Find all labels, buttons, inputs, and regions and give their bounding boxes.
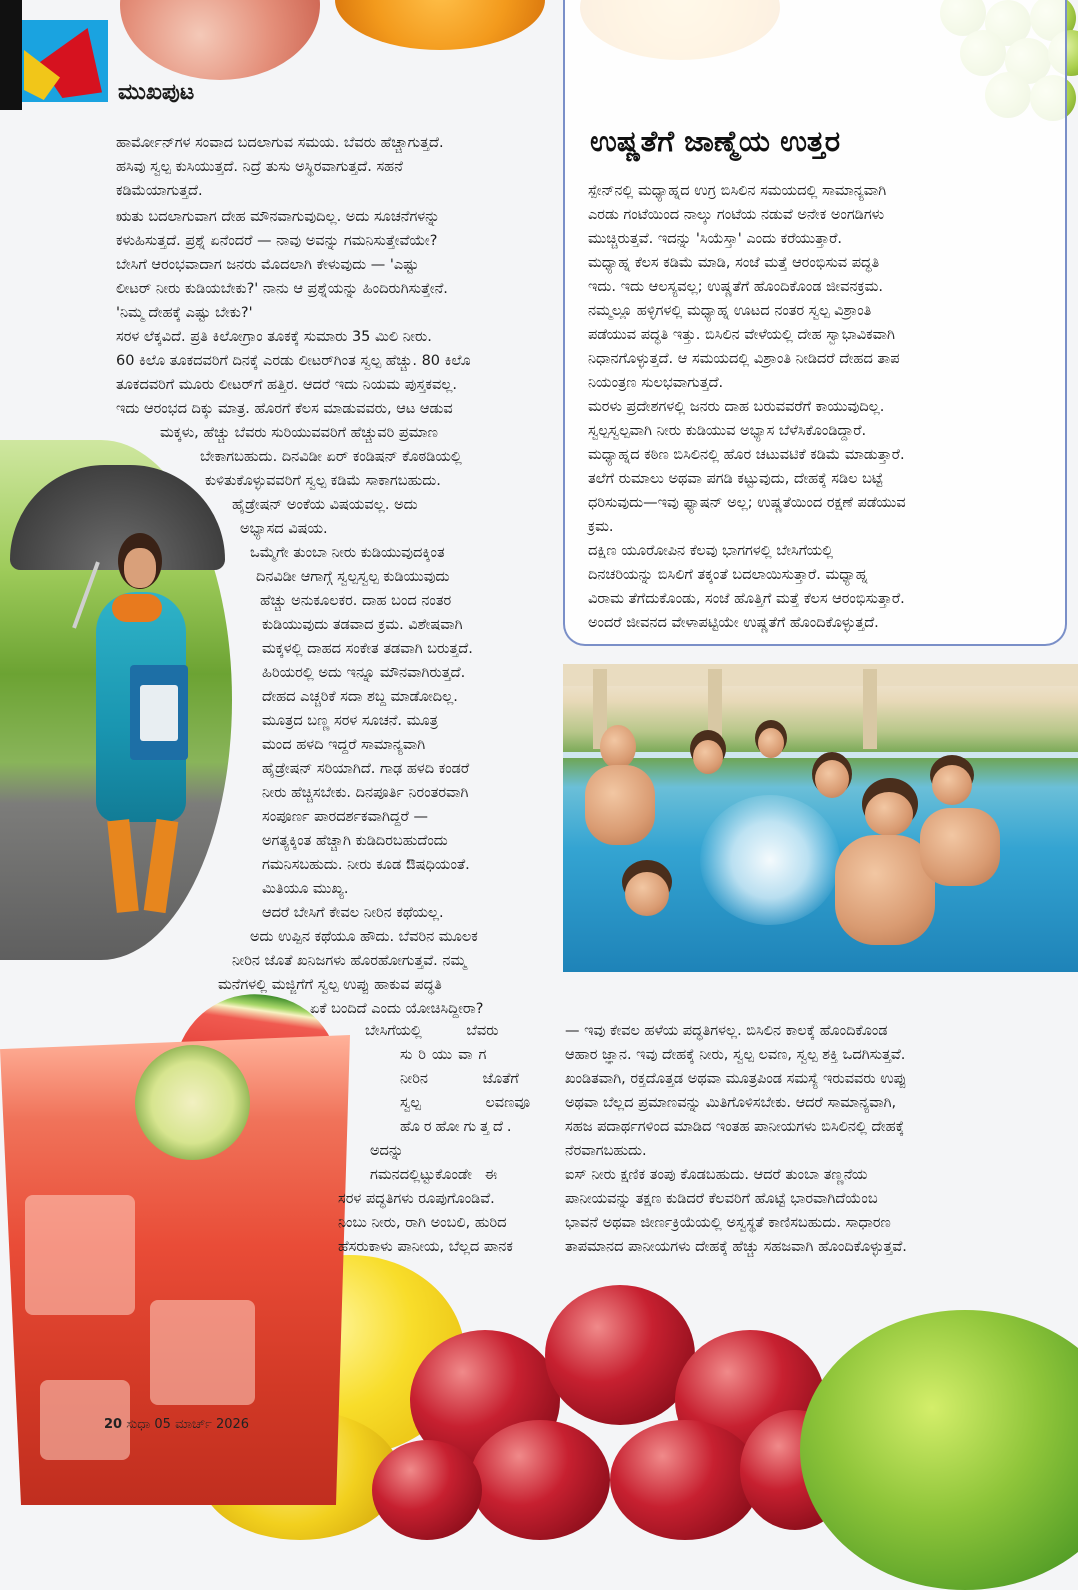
article-line: ದೇಹದ ಎಚ್ಚರಿಕೆ ಸದಾ ಶಬ್ದ ಮಾಡೋದಿಲ್ಲ. [262,689,458,705]
article-line: ಸರಳ ಲೆಕ್ಕವಿದೆ. ಪ್ರತಿ ಕಿಲೋಗ್ರಾಂ ತೂಕಕ್ಕೆ ಸುಮಾರು 35 ಮಿಲಿ ನೀರು. [116,329,432,345]
article-line: ಸಹಜ ಪದಾರ್ಥಗಳಿಂದ ಮಾಡಿದ ಇಂತಹ ಪಾನೀಯಗಳು ಬಿಸಿಲಿನಲ್ಲಿ ದೇಹಕ್ಕೆ [565,1119,905,1135]
article-line: ಒಮ್ಮೆಗೇ ತುಂಬಾ ನೀರು ಕುಡಿಯುವುದಕ್ಕಿಂತ [250,545,445,561]
article-line: ಬೇಸಿಗೆ ಆರಂಭವಾದಾಗ ಜನರು ಮೊದಲಾಗಿ ಕೇಳುವುದು — 'ಎಷ್ಟು [116,257,419,273]
sidebar-line: ಮಧ್ಯಾಹ್ನದ ಕಠಿಣ ಬಿಸಿಲಿನಲ್ಲಿ ಹೊರ ಚಟುವಟಿಕೆ ಕಡಿಮೆ ಮಾಡುತ್ತಾರೆ. [588,447,905,463]
article-line: ಮನೆಗಳಲ್ಲಿ ಮಜ್ಜಿಗೆಗೆ ಸ್ವಲ್ಪ ಉಪ್ಪು ಹಾಕುವ ಪದ್ಧತಿ [218,977,442,993]
article-line: ಕುಡಿಯುವುದು ತಡವಾದ ಕ್ರಮ. ವಿಶೇಷವಾಗಿ [262,617,463,633]
sidebar-line: ಅಂದರೆ ಜೀವನದ ವೇಳಾಪಟ್ಟಿಯೇ ಉಷ್ಣತೆಗೆ ಹೊಂದಿಕೊಳ್ಳುತ್ತದೆ. [588,615,879,631]
sidebar-line: ಸ್ವಲ್ಪಸ್ವಲ್ಪವಾಗಿ ನೀರು ಕುಡಿಯುವ ಅಭ್ಯಾಸ ಬೆಳೆಸಿಕೊಂಡಿದ್ದಾರೆ. [588,423,867,439]
article-line: ಆದರೆ ಬೇಸಿಗೆ ಕೇವಲ ನೀರಿನ ಕಥೆಯಲ್ಲ. [262,905,444,921]
article-line: ಅಥವಾ ಬೆಲ್ಲದ ಪ್ರಮಾಣವನ್ನು ಮಿತಿಗೊಳಿಸಬೇಕು. ಆದರೆ ಸಾಮಾನ್ಯವಾಗಿ, [565,1095,897,1111]
article-line: ಸಂಪೂರ್ಣ ಪಾರದರ್ಶಕವಾಗಿದ್ದರೆ — [262,809,428,825]
sidebar-line: ನಿಧಾನಗೊಳ್ಳುತ್ತದೆ. ಆ ಸಮಯದಲ್ಲಿ ವಿಶ್ರಾಂತಿ ನೀಡಿದರೆ ದೇಹದ ತಾಪ [588,351,900,367]
article-line: ಗಮನದಲ್ಲಿಟ್ಟುಕೊಂಡೇ ಈ [370,1167,498,1183]
article-line: ಮೂತ್ರದ ಬಣ್ಣ ಸರಳ ಸೂಚನೆ. ಮೂತ್ರ [262,713,438,729]
green-apple-photo [800,1310,1078,1590]
page-footer [104,1417,249,1432]
article-line: ಕುಳಿತುಕೊಳ್ಳುವವರಿಗೆ ಸ್ವಲ್ಪ ಕಡಿಮೆ ಸಾಕಾಗಬಹುದು. [205,473,441,489]
article-line: ಕಳುಹಿಸುತ್ತದೆ. ಪ್ರಶ್ನೆ ಏನೆಂದರೆ — ನಾವು ಅವನ್ನು ಗಮನಿಸುತ್ತೇವೆಯೇ? [116,233,438,249]
article-line: ತಾಪಮಾನದ ಪಾನೀಯಗಳು ದೇಹಕ್ಕೆ ಹೆಚ್ಚು ಸಹಜವಾಗಿ ಹೊಂದಿಕೊಳ್ಳುತ್ತವೆ. [565,1239,907,1255]
article-line: ಹಿರಿಯರಲ್ಲಿ ಅದು ಇನ್ನೂ ಮೌನವಾಗಿರುತ್ತದೆ. [262,665,466,681]
article-line: ಮಕ್ಕಳು, ಹೆಚ್ಚು ಬೆವರು ಸುರಿಯುವವರಿಗೆ ಹೆಚ್ಚುವರಿ ಪ್ರಮಾಣ [160,425,438,441]
sidebar-line: ನಮ್ಮಲ್ಲೂ ಹಳ್ಳಿಗಳಲ್ಲಿ ಮಧ್ಯಾಹ್ನ ಊಟದ ನಂತರ ಸ್ವಲ್ಪ ವಿಶ್ರಾಂತಿ [588,303,872,319]
article-line: ಪಾನೀಯವನ್ನು ತಕ್ಷಣ ಕುಡಿದರೆ ಕೆಲವರಿಗೆ ಹೊಟ್ಟೆ ಭಾರವಾಗಿದೆಯೆಂಬ [565,1191,878,1207]
article-line: — ಇವು ಕೇವಲ ಹಳೆಯ ಪದ್ಧತಿಗಳಲ್ಲ. ಬಿಸಿಲಿನ ಕಾಲಕ್ಕೆ ಹೊಂದಿಕೊಂಡ [565,1023,888,1039]
issue-date: 05 ಮಾರ್ಚ್ 2026 [154,1417,250,1432]
article-line: ಸರಳ ಪದ್ಧತಿಗಳು ರೂಪುಗೊಂಡಿವೆ. [338,1191,495,1207]
article-line: 'ನಿಮ್ಮ ದೇಹಕ್ಕೆ ಎಷ್ಟು ಬೇಕು?' [116,305,253,321]
article-line: ನೀರು ಹೆಚ್ಚಿಸಬೇಕು. ದಿನಪೂರ್ತಿ ನಿರಂತರವಾಗಿ [262,785,469,801]
article-line: ಹಸಿವು ಸ್ವಲ್ಪ ಕುಸಿಯುತ್ತದೆ. ನಿದ್ರೆ ತುಸು ಅಸ್ಥಿರವಾಗುತ್ತದೆ. ಸಹನೆ [116,159,403,175]
article-line: ಅಗತ್ಯಕ್ಕಿಂತ ಹೆಚ್ಚಾಗಿ ಕುಡಿದಿರಬಹುದೆಂದು [262,833,448,849]
article-line: ಏಕೆ ಬಂದಿದೆ ಎಂದು ಯೋಚಿಸಿದ್ದೀರಾ? [310,1001,484,1017]
apple-photo-top [120,0,320,80]
sidebar-line: ವಿರಾಮ ತೆಗೆದುಕೊಂಡು, ಸಂಜೆ ಹೊತ್ತಿಗೆ ಮತ್ತೆ ಕೆಲಸ ಆರಂಭಿಸುತ್ತಾರೆ. [588,591,905,607]
article-line: ಅದನ್ನು [370,1143,404,1159]
article-line: ಸುರಿಯುವಾಗ [400,1047,493,1063]
article-line: ಋತು ಬದಲಾಗುವಾಗ ದೇಹ ಮೌನವಾಗುವುದಿಲ್ಲ. ಅದು ಸೂಚನೆಗಳನ್ನು [116,209,440,225]
article-line: ಇದು ಆರಂಭದ ದಿಕ್ಕು ಮಾತ್ರ. ಹೊರಗೆ ಕೆಲಸ ಮಾಡುವವರು, ಆಟ ಆಡುವ [116,401,453,417]
article-line: ಹೈಡ್ರೇಷನ್ ಸರಿಯಾಗಿದೆ. ಗಾಢ ಹಳದಿ ಕಂಡರೆ [262,761,470,777]
sidebar-line: ಪಡೆಯುವ ಪದ್ಧತಿ ಇತ್ತು. ಬಿಸಿಲಿನ ವೇಳೆಯಲ್ಲಿ ದೇಹ ಸ್ವಾಭಾವಿಕವಾಗಿ [588,327,895,343]
sidebar-line: ಕ್ರಮ. [588,519,614,535]
article-line: ತೂಕದವರಿಗೆ ಮೂರು ಲೀಟರ್‌ಗೆ ಹತ್ತಿರ. ಆದರೆ ಇದು ನಿಯಮ ಪುಸ್ತಕವಲ್ಲ. [116,377,457,393]
article-line: ನಿಂಬು ನೀರು, ರಾಗಿ ಅಂಬಲಿ, ಹುರಿದ [338,1215,507,1231]
article-line: ಐಸ್ ನೀರು ಕ್ಷಣಿಕ ತಂಪು ಕೊಡಬಹುದು. ಆದರೆ ತುಂಬಾ ತಣ್ಣನೆಯ [565,1167,868,1183]
article-line: ಮಕ್ಕಳಲ್ಲಿ ದಾಹದ ಸಂಕೇತ ತಡವಾಗಿ ಬರುತ್ತದೆ. [262,641,473,657]
article-line: ಹಾರ್ಮೋನ್‌ಗಳ ಸಂವಾದ ಬದಲಾಗುವ ಸಮಯ. ಬೆವರು ಹೆಚ್ಚಾಗುತ್ತದೆ. [116,135,444,151]
article-line: ಸ್ವಲ್ಪ ಲವಣವೂ [400,1095,531,1111]
sidebar-line: ದಿನಚರಿಯನ್ನು ಬಿಸಿಲಿಗೆ ತಕ್ಕಂತೆ ಬದಲಾಯಿಸುತ್ತಾರೆ. ಮಧ್ಯಾಹ್ನ [588,567,868,583]
article-line: ಖಂಡಿತವಾಗಿ, ರಕ್ತದೊತ್ತಡ ಅಥವಾ ಮೂತ್ರಪಿಂಡ ಸಮಸ್ಯೆ ಇರುವವರು ಉಪ್ಪು [565,1071,907,1087]
publication-name: ಸುಧಾ [126,1417,151,1432]
article-line: ಗಮನಿಸಬಹುದು. ನೀರು ಕೂಡ ಔಷಧಿಯಂತೆ. [262,857,470,873]
article-line: ಮಿತಿಯೂ ಮುಖ್ಯ. [262,881,349,897]
sidebar-line: ಎರಡು ಗಂಟೆಯಿಂದ ನಾಲ್ಕು ಗಂಟೆಯ ನಡುವೆ ಅನೇಕ ಅಂಗಡಿಗಳು [588,207,885,223]
swimmer [600,725,636,769]
article-line: ಬೇಸಿಗೆಯಲ್ಲಿ ಬೆವರು [365,1023,499,1039]
sidebar-title: ಉಷ್ಣತೆಗೆ ಜಾಣ್ಮೆಯ ಉತ್ತರ [590,124,841,158]
article-line: ಮಂದ ಹಳದಿ ಇದ್ದರೆ ಸಾಮಾನ್ಯವಾಗಿ [262,737,426,753]
article-line: ಹೆಸರುಕಾಳು ಪಾನೀಯ, ಬೆಲ್ಲದ ಪಾನಕ [338,1239,513,1255]
article-line: ಹೆಚ್ಚು ಅನುಕೂಲಕರ. ದಾಹ ಬಂದ ನಂತರ [260,593,452,609]
article-line: ನೆರವಾಗಬಹುದು. [565,1143,647,1159]
article-line: ದಿನವಿಡೀ ಆಗಾಗ್ಗೆ ಸ್ವಲ್ಪಸ್ವಲ್ಪ ಕುಡಿಯುವುದು [256,569,450,585]
article-line: ಭಾವನೆ ಅಥವಾ ಜೀರ್ಣಕ್ರಿಯೆಯಲ್ಲಿ ಅಸ್ವಸ್ಥತೆ ಕಾಣಿಸಬಹುದು. ಸಾಧಾರಣ [565,1215,891,1231]
orange-photo-top-left [335,0,545,50]
article-line: ಅದು ಉಪ್ಪಿನ ಕಥೆಯೂ ಹೌದು. ಬೆವರಿನ ಮೂಲಕ [250,929,478,945]
sidebar-line: ಇದು. ಇದು ಆಲಸ್ಯವಲ್ಲ; ಉಷ್ಣತೆಗೆ ಹೊಂದಿಕೊಂಡ ಜೀವನಕ್ರಮ. [588,279,883,295]
cucumber-slice [135,1045,250,1160]
article-line: ನೀರಿನ ಜೊತೆಗೆ [400,1071,519,1087]
sidebar-line: ಮಧ್ಯಾಹ್ನ ಕೆಲಸ ಕಡಿಮೆ ಮಾಡಿ, ಸಂಜೆ ಮತ್ತೆ ಆರಂಭಿಸುವ ಪದ್ಧತಿ [588,255,880,271]
article-line: ಲೀಟರ್ ನೀರು ಕುಡಿಯಬೇಕು?' ನಾನು ಆ ಪ್ರಶ್ನೆಯನ್ನು ಹಿಂದಿರುಗಿಸುತ್ತೇನೆ. [116,281,448,297]
article-line: ಬೇಕಾಗಬಹುದು. ದಿನವಿಡೀ ಏರ್ ಕಂಡಿಷನ್ ಕೊಠಡಿಯಲ್ಲಿ [200,449,462,465]
article-line: 60 ಕಿಲೊ ತೂಕದವರಿಗೆ ದಿನಕ್ಕೆ ಎರಡು ಲೀಟರ್‌ಗಿಂತ ಸ್ವಲ್ಪ ಹೆಚ್ಚು. 80 ಕಿಲೊ [116,353,471,369]
article-line: ಕಡಿಮೆಯಾಗುತ್ತದೆ. [116,183,203,199]
page-number: 20 [104,1417,123,1432]
sidebar-line: ಮುಚ್ಚಿರುತ್ತವೆ. ಇದನ್ನು 'ಸಿಯೆಸ್ತಾ' ಎಂದು ಕರೆಯುತ್ತಾರೆ. [588,231,843,247]
sidebar-line: ಧರಿಸುವುದು—ಇವು ಫ್ಯಾಷನ್ ಅಲ್ಲ; ಉಷ್ಣತೆಯಿಂದ ರಕ್ಷಣೆ ಪಡೆಯುವ [588,495,906,511]
article-line: ಅಭ್ಯಾಸದ ವಿಷಯ. [240,521,328,537]
article-line: ಹೈಡ್ರೇಷನ್ ಅಂಕೆಯ ವಿಷಯವಲ್ಲ. ಅದು [232,497,418,513]
article-line: ಆಹಾರ ಜ್ಞಾನ. ಇವು ದೇಹಕ್ಕೆ ನೀರು, ಸ್ವಲ್ಪ ಲವಣ, ಸ್ವಲ್ಪ ಶಕ್ತಿ ಒದಗಿಸುತ್ತವೆ. [565,1047,906,1063]
sidebar-line: ಮರಳು ಪ್ರದೇಶಗಳಲ್ಲಿ ಜನರು ದಾಹ ಬರುವವರೆಗೆ ಕಾಯುವುದಿಲ್ಲ. [588,399,885,415]
sidebar-line: ದಕ್ಷಿಣ ಯೂರೋಪಿನ ಕೆಲವು ಭಾಗಗಳಲ್ಲಿ ಬೇಸಿಗೆಯಲ್ಲಿ [588,543,834,559]
sidebar-line: ತಲೆಗೆ ರುಮಾಲು ಅಥವಾ ಪಗಡಿ ಕಟ್ಟುವುದು, ದೇಹಕ್ಕೆ ಸಡಿಲ ಬಟ್ಟೆ [588,471,884,487]
sidebar-line: ನಿಯಂತ್ರಣ ಸುಲಭವಾಗುತ್ತದೆ. [588,375,724,391]
sidebar-line: ಸ್ಪೇನ್‌ನಲ್ಲಿ ಮಧ್ಯಾಹ್ನದ ಉಗ್ರ ಬಿಸಿಲಿನ ಸಮಯದಲ್ಲಿ ಸಾಮಾನ್ಯವಾಗಿ [588,183,887,199]
article-line: ನೀರಿನ ಜೊತೆ ಖನಿಜಗಳು ಹೊರಹೋಗುತ್ತವೆ. ನಮ್ಮ [232,953,467,969]
logo-bar [0,0,22,110]
water-splash [700,795,840,925]
article-line: ಹೊರಹೋಗುತ್ತದೆ. [400,1119,516,1135]
section-label: ಮುಖಪುಟ [118,80,195,105]
